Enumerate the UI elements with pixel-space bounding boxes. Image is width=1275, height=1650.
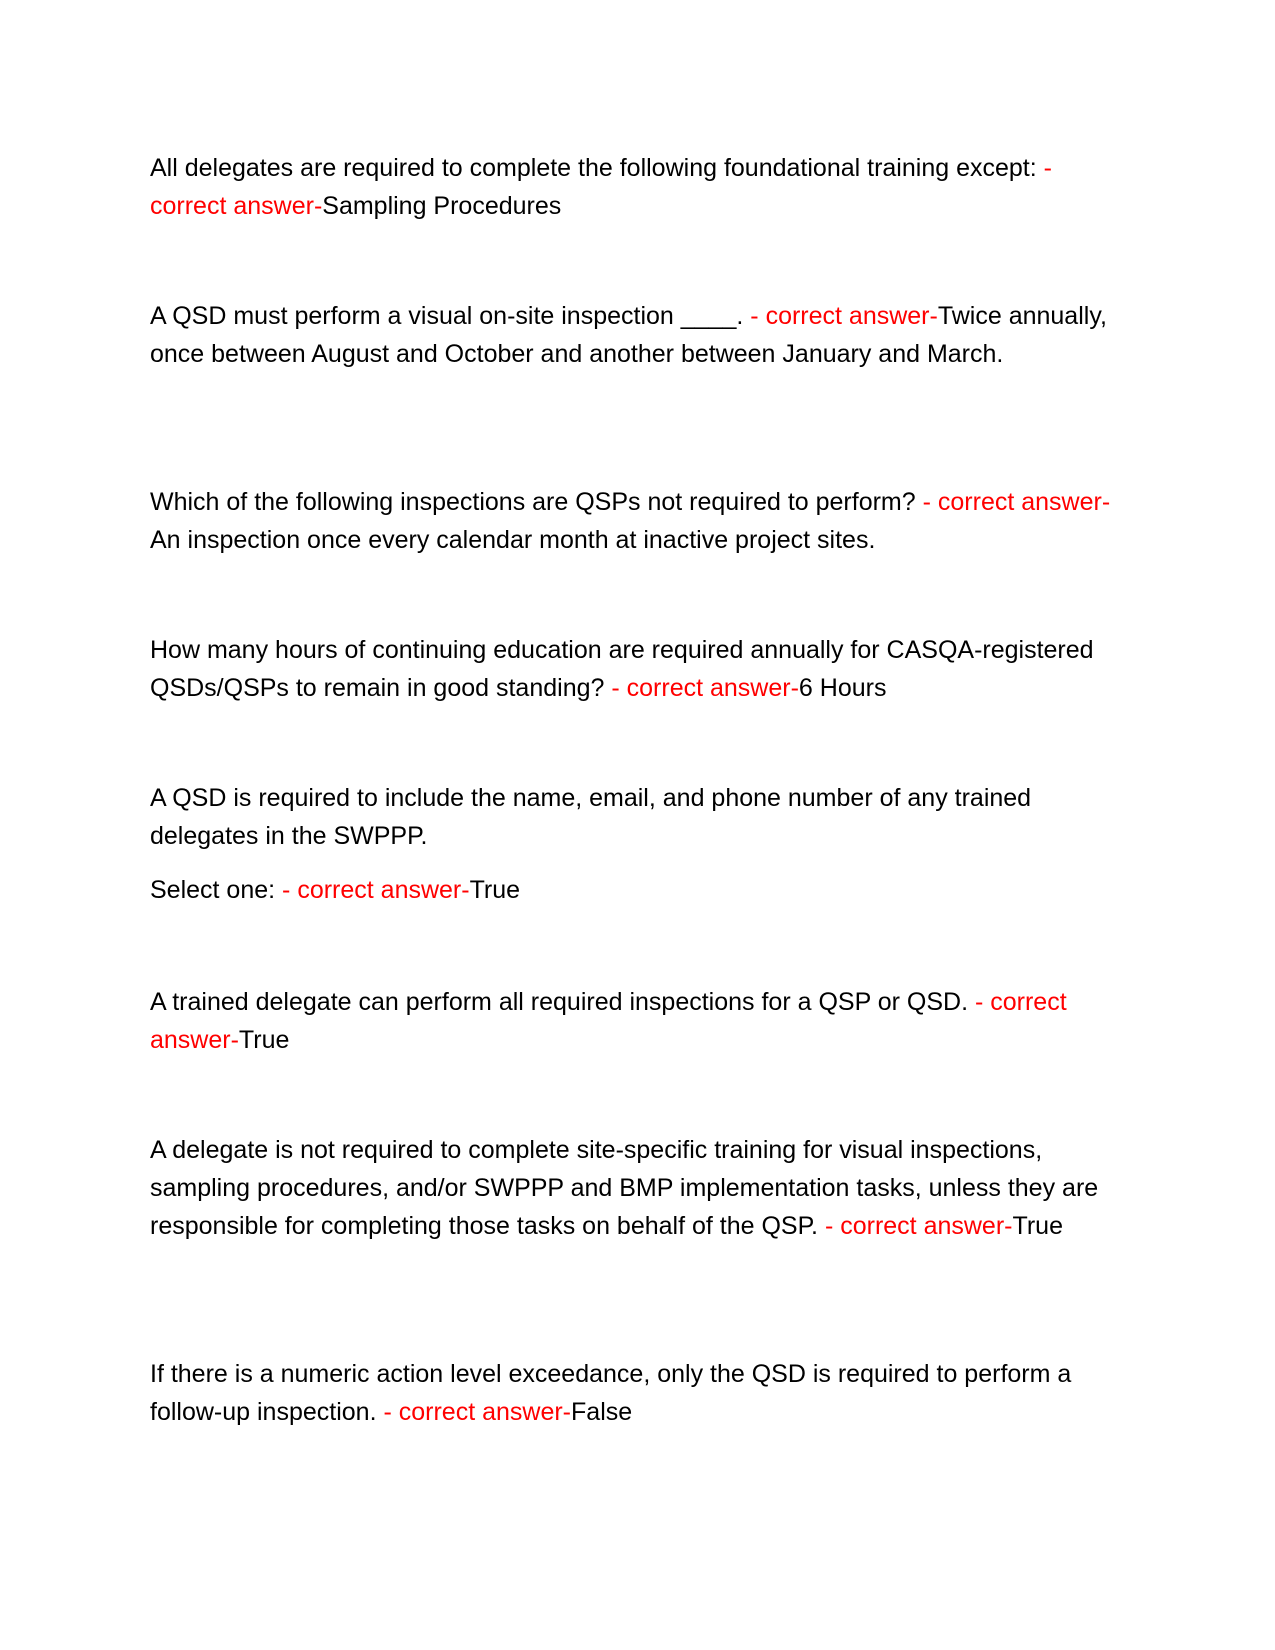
question-text: A QSD must perform a visual on-site inspection ____. <box>150 302 744 330</box>
qa-item-3 <box>150 483 1135 559</box>
qa-item-1 <box>150 149 1135 225</box>
select-prompt: Select one: <box>150 876 276 904</box>
qa-paragraph <box>150 983 1135 1059</box>
answer-marker: - correct answer- <box>282 876 470 904</box>
question-text: A trained delegate can perform all required inspections for a QSP or QSD. <box>150 988 969 1016</box>
question-text: Which of the following inspections are QSPs not required to perform? <box>150 488 916 516</box>
answer-text: True <box>238 1026 290 1054</box>
answer-text: Twice annually, once between August and October and another between January and March. <box>150 302 1107 368</box>
answer-text: 6 Hours <box>798 674 887 702</box>
question-text: If there is a numeric action level exceedance, only the QSD is required to perform a follow-up inspection. <box>150 1360 1072 1426</box>
answer-text: An inspection once every calendar month at inactive project sites. <box>150 526 876 554</box>
question-text: A QSD is required to include the name, email, and phone number of any trained delegates in the SWPPP. <box>150 784 1032 850</box>
question-text: How many hours of continuing education are required annually for CASQA-registered QSDs/QSPs to remain in good standing? <box>150 636 1094 702</box>
qa-paragraph <box>150 149 1135 225</box>
question-text: A delegate is not required to complete site-specific training for visual inspections, sampling procedures, and/or SWPPP and BMP implementation tasks, unless they are responsible for completing those tasks on behalf of the QSP. <box>150 1136 1099 1240</box>
qa-paragraph <box>150 1355 1135 1431</box>
answer-marker: - correct answer- <box>922 488 1111 516</box>
answer-text: True <box>469 876 521 904</box>
answer-marker: - correct answer- <box>824 1212 1013 1240</box>
answer-marker: - correct answer- <box>150 988 1067 1054</box>
qa-paragraph <box>150 631 1135 707</box>
qa-paragraph <box>150 1131 1135 1245</box>
qa-item-8 <box>150 1355 1135 1431</box>
answer-marker: - correct answer- <box>750 302 938 330</box>
question-text: All delegates are required to complete the following foundational training except: <box>150 154 1037 182</box>
answer-marker: - correct answer- <box>150 154 1052 220</box>
qa-paragraph <box>150 779 1135 855</box>
qa-item-5 <box>150 779 1135 909</box>
qa-paragraph <box>150 297 1135 373</box>
qa-item-6 <box>150 983 1135 1059</box>
qa-item-7 <box>150 1131 1135 1245</box>
answer-marker: - correct answer- <box>611 674 799 702</box>
answer-text: True <box>1012 1212 1063 1240</box>
qa-item-4 <box>150 631 1135 707</box>
answer-text: Sampling Procedures <box>322 192 562 220</box>
qa-item-2 <box>150 297 1135 373</box>
answer-marker: - correct answer- <box>383 1398 572 1426</box>
qa-paragraph <box>150 483 1135 559</box>
select-line <box>150 871 1135 909</box>
answer-text: False <box>571 1398 633 1426</box>
